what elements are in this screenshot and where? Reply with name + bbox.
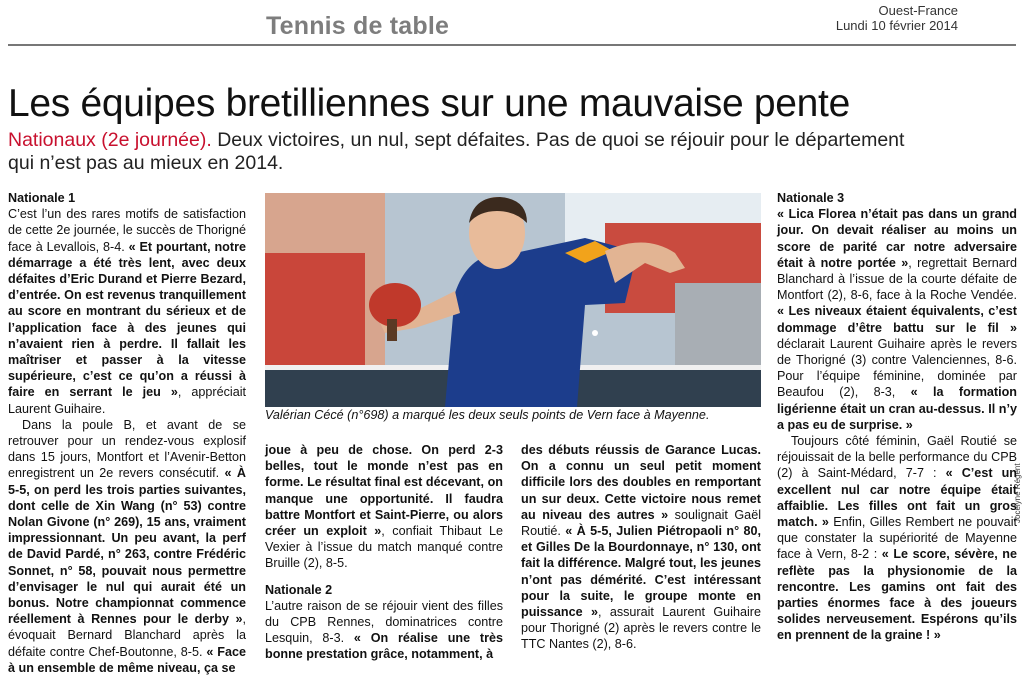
paragraph <box>265 598 503 663</box>
quote-run: « Le score, sévère, ne reflète pas la physionomie de la rencontre. Les gamins ont fait des parties énormes face à des joueurs solides nerveusement. Espérons qu’ils en prennent de la graine ! » <box>777 547 1017 643</box>
section-rubric: Tennis de table <box>266 12 450 40</box>
standfirst-text: Deux victoires, un nul, sept défaites. Pas de quoi se réjouir pour le département qui n’est pas au mieux en 2014. <box>8 129 905 174</box>
text-run: Enfin, Gilles Rembert ne pouvait que constater la supériorité de Mayenne face à Vern, 8-2 : <box>777 515 1017 562</box>
photo-caption: Valérian Cécé (n°698) a marqué les deux seuls points de Vern face à Mayenne. <box>265 408 710 422</box>
column-3 <box>521 442 761 653</box>
quote-run: « C’est un excellent nul car notre équipe était affaiblie. Les filles ont fait un gros match. » <box>777 466 1017 530</box>
text-run: , appréciait Laurent Guihaire. <box>8 385 246 416</box>
column-1 <box>8 190 246 676</box>
quote-run: des débuts réussis de Garance Lucas. On a connu un seul petit moment difficile lors des doubles en remportant un sur deux. Cette victoire nous remet au niveau des autres » <box>521 443 761 522</box>
article-standfirst <box>8 129 908 175</box>
paragraph <box>8 417 246 676</box>
newspaper-name: Ouest-France <box>878 3 958 18</box>
table-tennis-player-photo <box>265 193 761 407</box>
text-run: déclarait Laurent Guihaire après le revers de Thorigné (3) contre Valenciennes, 8-6. Pour l’équipe féminine, dominée par Beaufou (2), 8-3, <box>777 336 1017 400</box>
text-run: Toujours côté féminin, Gaël Routié se réjouissait de la belle performance du CPB (2) à Saint-Médard, 7-7 : <box>777 434 1017 481</box>
paragraph <box>8 206 246 417</box>
issue-date: Lundi 10 février 2014 <box>835 18 958 33</box>
text-run: , assurait Laurent Guihaire pour Thorigné (2) après le revers contre le TTC Nantes (2), 8-6. <box>521 605 761 652</box>
column-2 <box>265 442 503 663</box>
masthead-info <box>836 3 958 33</box>
text-run: , évoquait Bernard Blanchard après la défaite contre Chef-Boutonne, 8-5. <box>8 612 246 659</box>
text-run: L’autre raison de se réjouir vient des filles du CPB Rennes, dominatrices contre Lesquin, 8-3. <box>265 598 503 646</box>
quote-run: « À 5-5, on perd les trois parties suivantes, dont celle de Xin Wang (n° 53) contre Nolan Givone (n° 269), 15 ans, vraiment impressionnant. Un peu avant, la perf de David Pardé, n° 263, contre Frédéric Sonnet, n° 58, pouvait nous permettre d’envisager le nul qui aurait été un bonus. Notre championnat commence réellement à Rennes pour le derby » <box>8 466 246 627</box>
quote-run: joue à peu de chose. On perd 2-3 belles, tout le monde n’est pas en forme. Le résultat final est décevant, on manque une opportunité. Il faudra battre Montfort et Saint-Pierre, ou alors créer un exploit » <box>265 443 503 539</box>
paragraph <box>777 206 1017 433</box>
standfirst-lead: Nationaux (2e journée). <box>8 129 212 151</box>
text-run: Dans la poule B, et avant de se retrouver pour un rendez-vous explosif dans 15 jours, Montfort et l’Avenir-Betton enregistrent un 2e revers consécutif. <box>8 417 246 481</box>
subhead-nationale-2: Nationale 2 <box>265 582 333 597</box>
article-headline: Les équipes bretilliennes sur une mauvaise pente <box>8 82 850 125</box>
text-run: C’est l’un des rares motifs de satisfaction de cette 2e journée, le succès de Thorigné face à Levallois, 8-4. <box>8 207 246 254</box>
subhead-nationale-1: Nationale 1 <box>8 191 76 205</box>
quote-run: « Face à un ensemble de même niveau, ça se <box>8 644 246 675</box>
photo-credit: Jocelyne Régent <box>1013 463 1022 523</box>
text-run: , regrettait Bernard Blanchard à l’issue de la courte défaite de Montfort (2), 8-6, face à la Roche Vendée. <box>777 255 1018 303</box>
column-4 <box>777 190 1017 644</box>
text-run: , confiait Thibaut Le Vexier à l’issue du match manqué contre Bruille (2), 8-5. <box>265 524 503 571</box>
paragraph <box>777 433 1017 644</box>
quote-run: « À 5-5, Julien Piétropaoli n° 80, et Gilles De la Bourdonnaye, n° 130, ont fait la différence. Malgré tout, les jeunes n’ont pas démérité. C’est intéressant pour la suite, le groupe monte en puissance » <box>521 524 762 620</box>
subhead-nationale-3: Nationale 3 <box>777 191 845 205</box>
quote-run: « la formation ligérienne était un cran au-dessus. Il n’y a pas eu de surprise. » <box>777 385 1017 432</box>
quote-run: « On réalise une très bonne prestation grâce, notamment, à <box>265 631 503 662</box>
quote-run: « Lica Florea n’était pas dans un grand jour. On devait réaliser au moins un score de parité car notre adversaire était à notre portée » <box>777 207 1017 270</box>
paragraph <box>265 442 503 572</box>
text-run: soulignait Gaël Routié. <box>521 507 761 539</box>
paragraph <box>521 442 761 653</box>
header-rule <box>8 44 1016 46</box>
quote-run: « Et pourtant, notre démarrage a été très lent, avec deux défaites d’Eric Durand et Pierre Bezard, d’entrée. On est revenus tranquillement au score en montrant du sérieux et de l’application face à des jeunes qui n’avaient rien à perdre. Il fallait les maîtriser et passer à la vitesse supérieure, c’est ce qu’on a réussi à faire en serrant le jeu » <box>8 239 246 400</box>
quote-run: « Les niveaux étaient équivalents, c’est dommage d’être battu sur le fil » <box>777 304 1017 335</box>
